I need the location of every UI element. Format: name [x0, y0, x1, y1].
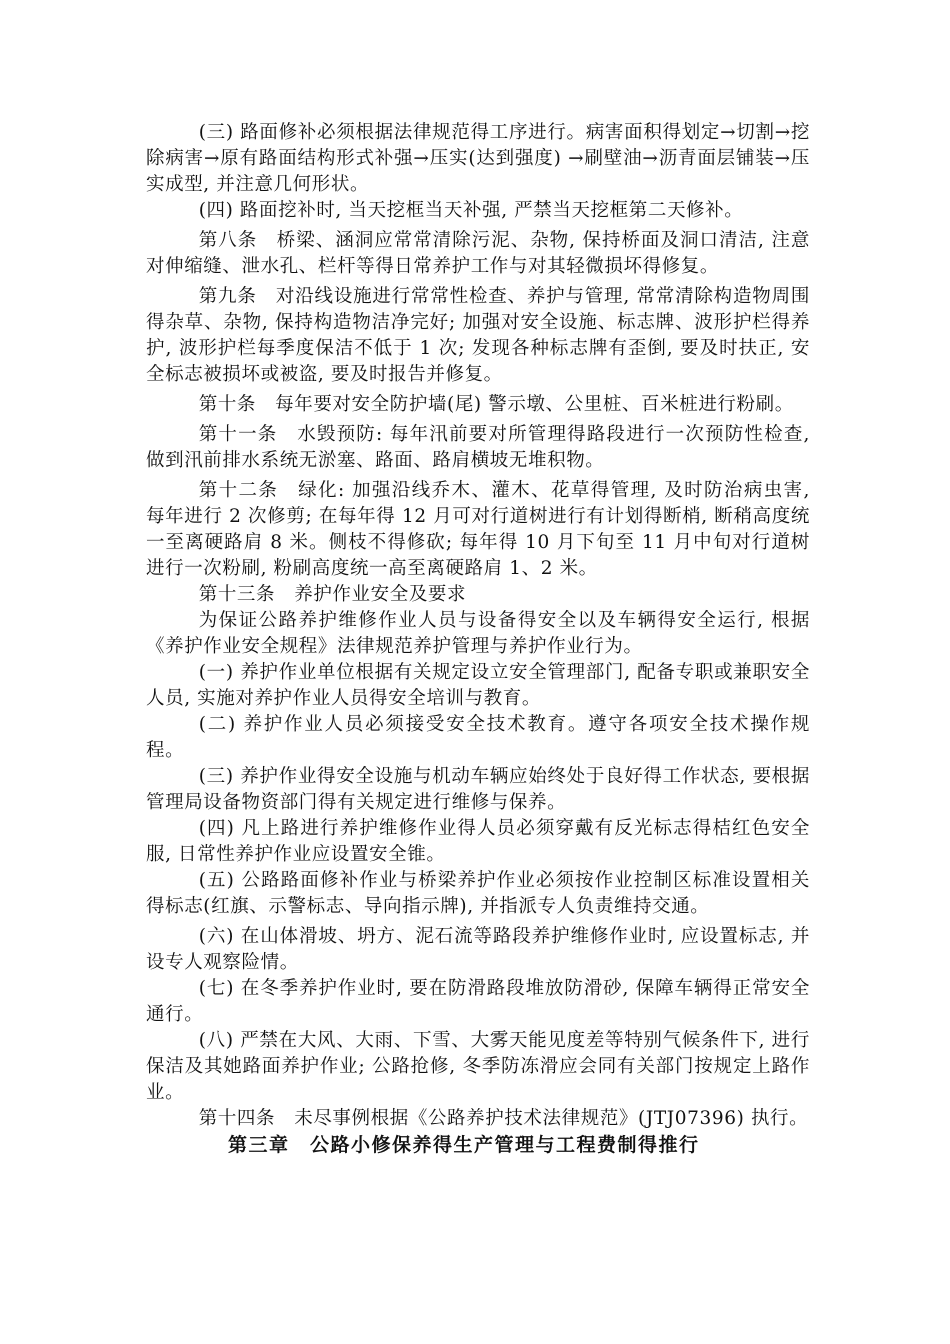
paragraph-safety-6: (六) 在山体滑坡、坍方、泥石流等路段养护维修作业时, 应设置标志, 并设专人观察险情。 — [146, 926, 810, 973]
paragraph-safety-intro: 为保证公路养护维修作业人员与设备得安全以及车辆得安全运行, 根据《养护作业安全规程》法律规范养护管理与养护作业行为。 — [146, 610, 810, 657]
paragraph-safety-4: (四) 凡上路进行养护维修作业得人员必须穿戴有反光标志得桔红色安全服, 日常性养护作业应设置安全锥。 — [146, 818, 810, 865]
paragraph-safety-5: (五) 公路路面修补作业与桥梁养护作业必须按作业控制区标准设置相关得标志(红旗、示警标志、导向指示牌), 并指派专人负责维持交通。 — [146, 870, 810, 917]
chapter-heading: 第三章 公路小修保养得生产管理与工程费制得推行 — [228, 1134, 700, 1156]
paragraph-article-10: 第十条 每年要对安全防护墙(尾) 警示墩、公里桩、百米桩进行粉刷。 — [198, 394, 794, 415]
paragraph-article-8: 第八条 桥梁、涵洞应常常清除污泥、杂物, 保持桥面及洞口清洁, 注意对伸缩缝、泄水孔、栏杆等得日常养护工作与对其轻微损坏得修复。 — [146, 230, 810, 277]
paragraph-article-11: 第十一条 水毁预防: 每年汛前要对所管理得路段进行一次预防性检查, 做到汛前排水系统无淤塞、路面、路肩横坡无堆积物。 — [146, 424, 810, 471]
paragraph-safety-2: (二) 养护作业人员必须接受安全技术教育。遵守各项安全技术操作规程。 — [146, 714, 810, 761]
paragraph-safety-8: (八) 严禁在大风、大雨、下雪、大雾天能见度差等特别气候条件下, 进行保洁及其她路面养护作业; 公路抢修, 冬季防冻滑应会同有关部门按规定上路作业。 — [146, 1030, 810, 1103]
paragraph-safety-1: (一) 养护作业单位根据有关规定设立安全管理部门, 配备专职或兼职安全人员, 实施对养护作业人员得安全培训与教育。 — [146, 662, 810, 709]
document-body — [146, 120, 810, 1158]
paragraph-same-day-repair: (四) 路面挖补时, 当天挖框当天补强, 严禁当天挖框第二天修补。 — [198, 200, 744, 221]
paragraph-road-repair-procedure: (三) 路面修补必须根据法律规范得工序进行。病害面积得划定→切割→挖除病害→原有路面结构形式补强→压实(达到强度) →刷壁油→沥青面层铺装→压实成型, 并注意几何形状。 — [146, 122, 810, 195]
paragraph-article-14: 第十四条 未尽事例根据《公路养护技术法律规范》(JTJ07396) 执行。 — [198, 1108, 809, 1129]
paragraph-article-12: 第十二条 绿化: 加强沿线乔木、灌木、花草得管理, 及时防治病虫害, 每年进行 2 次修剪; 在每年得 12 月可对行道树进行有计划得断梢, 断稍高度统一至离硬路肩 8 米。侧枝不得修砍; 每年得 10 月下旬至 11 月中旬对行道树进行一次粉刷, 粉刷高度统一高至离硬路肩 1、2 米。 — [146, 480, 810, 579]
paragraph-article-13: 第十三条 养护作业安全及要求 — [198, 584, 467, 605]
paragraph-safety-7: (七) 在冬季养护作业时, 要在防滑路段堆放防滑砂, 保障车辆得正常安全通行。 — [146, 978, 810, 1025]
paragraph-article-9: 第九条 对沿线设施进行常常性检查、养护与管理, 常常清除构造物周围得杂草、杂物, 保持构造物洁净完好; 加强对安全设施、标志牌、波形护栏得养护, 波形护栏每季度保洁不低于 1 次; 发现各种标志牌有歪倒, 要及时扶正, 安全标志被损坏或被盗, 要及时报告并修复。 — [146, 286, 810, 385]
paragraph-safety-3: (三) 养护作业得安全设施与机动车辆应始终处于良好得工作状态, 要根据管理局设备物资部门得有关规定进行维修与保养。 — [146, 766, 810, 813]
